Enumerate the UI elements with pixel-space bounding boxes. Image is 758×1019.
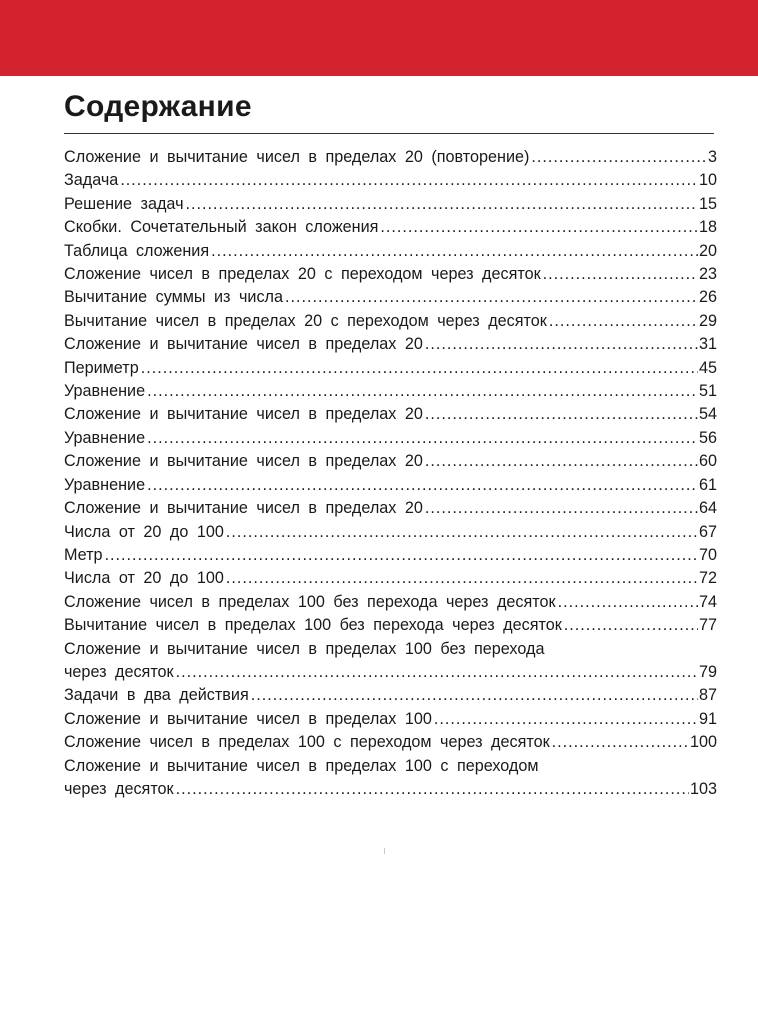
title-divider (64, 133, 714, 134)
toc-entry-row (64, 684, 717, 707)
toc-entry-title: Периметр (64, 358, 139, 377)
toc-page-number: 64 (698, 499, 717, 518)
toc-entry (64, 544, 717, 567)
toc-entry (64, 567, 717, 590)
toc-dot-leader (147, 474, 698, 497)
toc-entry-row (64, 450, 717, 473)
toc-entry (64, 450, 717, 473)
toc-dot-leader (147, 427, 698, 450)
toc-entry (64, 380, 717, 403)
toc-page-number: 77 (698, 616, 717, 635)
toc-entry-title: Сложение чисел в пределах 100 без перехода через десяток (64, 592, 556, 611)
toc-dot-leader (176, 661, 698, 684)
toc-entry-title: Метр (64, 545, 103, 564)
toc-entry (64, 310, 717, 333)
toc-entry-title: Скобки. Сочетательный закон сложения (64, 218, 379, 237)
toc-entry (64, 263, 717, 286)
toc-entry (64, 497, 717, 520)
toc-dot-leader (425, 403, 698, 426)
toc-page-number: 3 (707, 148, 717, 166)
toc-entry-title: через десяток (64, 662, 174, 681)
toc-entry-title: через десяток (64, 779, 174, 798)
toc-entry-row (64, 614, 717, 637)
toc-entry-row (64, 263, 717, 286)
toc-page-number: 103 (689, 779, 717, 798)
toc-entry (64, 591, 717, 614)
toc-page-number: 54 (698, 405, 717, 424)
toc-entry-row (64, 567, 717, 590)
toc-page-number: 51 (698, 382, 717, 401)
toc-dot-leader (425, 333, 698, 356)
toc-page-number: 20 (698, 241, 717, 260)
toc-page-number: 67 (698, 522, 717, 541)
toc-entry-title: Числа от 20 до 100 (64, 569, 224, 588)
page-title: Содержание (64, 90, 252, 123)
toc-entry (64, 427, 717, 450)
toc-page-number: 70 (698, 545, 717, 564)
toc-entry-title: Уравнение (64, 475, 146, 494)
toc-entry-title: Сложение и вычитание чисел в пределах 20 (64, 335, 423, 354)
toc-entry-title: Сложение и вычитание чисел в пределах 20 (повторение) (64, 148, 530, 166)
toc-dot-leader (176, 778, 689, 801)
toc-page-number: 26 (698, 288, 717, 307)
toc-entry-row (64, 380, 717, 403)
toc-dot-leader (226, 521, 698, 544)
toc-entry-row (64, 146, 717, 169)
toc-entry-row (64, 731, 717, 754)
toc-dot-leader (251, 684, 698, 707)
toc-dot-leader (211, 240, 698, 263)
toc-dot-leader (552, 731, 689, 754)
toc-entry (64, 357, 717, 380)
toc-dot-leader (147, 380, 698, 403)
toc-entry-row (64, 403, 717, 426)
toc-entry-row (64, 193, 717, 216)
toc-entry-title: Числа от 20 до 100 (64, 522, 224, 541)
toc-entry (64, 169, 717, 192)
toc-dot-leader (380, 216, 698, 239)
toc-entry (64, 474, 717, 497)
toc-dot-leader (425, 497, 698, 520)
toc-entry-title: Сложение и вычитание чисел в пределах 20 (64, 405, 423, 424)
toc-entry-row (64, 497, 717, 520)
table-of-contents (64, 146, 717, 801)
toc-page-number: 29 (698, 311, 717, 330)
toc-entry-title-line1: Сложение и вычитание чисел в пределах 100 без перехода (64, 639, 545, 658)
toc-page-number: 10 (698, 171, 717, 190)
toc-entry (64, 286, 717, 309)
toc-entry-row (64, 474, 717, 497)
toc-entry-title-line1: Сложение и вычитание чисел в пределах 100 с переходом (64, 756, 539, 775)
toc-entry-title: Вычитание чисел в пределах 20 с переходом через десяток (64, 311, 547, 330)
toc-entry-title: Сложение чисел в пределах 100 с переходом через десяток (64, 733, 550, 752)
toc-entry-row (64, 333, 717, 356)
toc-entry-title: Вычитание чисел в пределах 100 без перехода через десяток (64, 616, 562, 635)
toc-dot-leader (543, 263, 698, 286)
toc-page-number: 61 (698, 475, 717, 494)
toc-dot-leader (285, 286, 698, 309)
toc-entry (64, 521, 717, 544)
toc-dot-leader (186, 193, 698, 216)
paper-fleck (384, 848, 385, 854)
toc-entry (64, 755, 717, 802)
toc-entry-title: Сложение и вычитание чисел в пределах 20 (64, 499, 423, 518)
toc-entry-title: Сложение и вычитание чисел в пределах 100 (64, 709, 432, 728)
toc-page-number: 87 (698, 686, 717, 705)
toc-entry-row (64, 427, 717, 450)
toc-page-number: 15 (698, 194, 717, 213)
toc-dot-leader (425, 450, 698, 473)
toc-entry-row (64, 661, 717, 684)
toc-page-number: 79 (698, 662, 717, 681)
toc-page-number: 100 (689, 733, 717, 752)
toc-entry-row (64, 169, 717, 192)
toc-entry (64, 216, 717, 239)
toc-entry-row (64, 216, 717, 239)
toc-dot-leader (531, 146, 707, 169)
toc-entry (64, 240, 717, 263)
toc-entry-row (64, 521, 717, 544)
toc-entry-row (64, 240, 717, 263)
toc-page-number: 23 (698, 265, 717, 284)
toc-dot-leader (434, 708, 698, 731)
toc-entry (64, 684, 717, 707)
toc-dot-leader (141, 357, 698, 380)
toc-page-number: 60 (698, 452, 717, 471)
toc-entry-title: Сложение и вычитание чисел в пределах 20 (64, 452, 423, 471)
toc-entry-title: Задачи в два действия (64, 686, 249, 705)
toc-page-number: 56 (698, 428, 717, 447)
toc-entry (64, 638, 717, 685)
toc-entry-title: Сложение чисел в пределах 20 с переходом через десяток (64, 265, 541, 284)
toc-entry-title: Задача (64, 171, 119, 190)
toc-entry-row (64, 310, 717, 333)
toc-page-number: 72 (698, 569, 717, 588)
toc-entry (64, 193, 717, 216)
toc-entry-row (64, 591, 717, 614)
toc-page-number: 45 (698, 358, 717, 377)
toc-entry-row (64, 544, 717, 567)
toc-entry-row (64, 286, 717, 309)
toc-entry-row (64, 778, 717, 801)
toc-entry-row (64, 708, 717, 731)
toc-dot-leader (558, 591, 698, 614)
toc-entry (64, 333, 717, 356)
toc-entry (64, 731, 717, 754)
toc-page-number: 31 (698, 335, 717, 354)
toc-dot-leader (549, 310, 698, 333)
toc-dot-leader (120, 169, 698, 192)
toc-page-number: 18 (698, 218, 717, 237)
toc-entry (64, 614, 717, 637)
toc-entry (64, 403, 717, 426)
header-color-bar (0, 0, 758, 76)
toc-page-number: 74 (698, 592, 717, 611)
toc-dot-leader (564, 614, 698, 637)
toc-entry-title: Решение задач (64, 194, 184, 213)
toc-entry-title: Уравнение (64, 382, 146, 401)
toc-entry (64, 146, 717, 169)
toc-entry-title: Вычитание суммы из числа (64, 288, 283, 307)
toc-dot-leader (226, 567, 698, 590)
toc-page-number: 91 (698, 709, 717, 728)
toc-entry-title: Уравнение (64, 428, 146, 447)
toc-dot-leader (105, 544, 698, 567)
toc-entry-title: Таблица сложения (64, 241, 210, 260)
toc-entry-row (64, 357, 717, 380)
toc-entry (64, 708, 717, 731)
